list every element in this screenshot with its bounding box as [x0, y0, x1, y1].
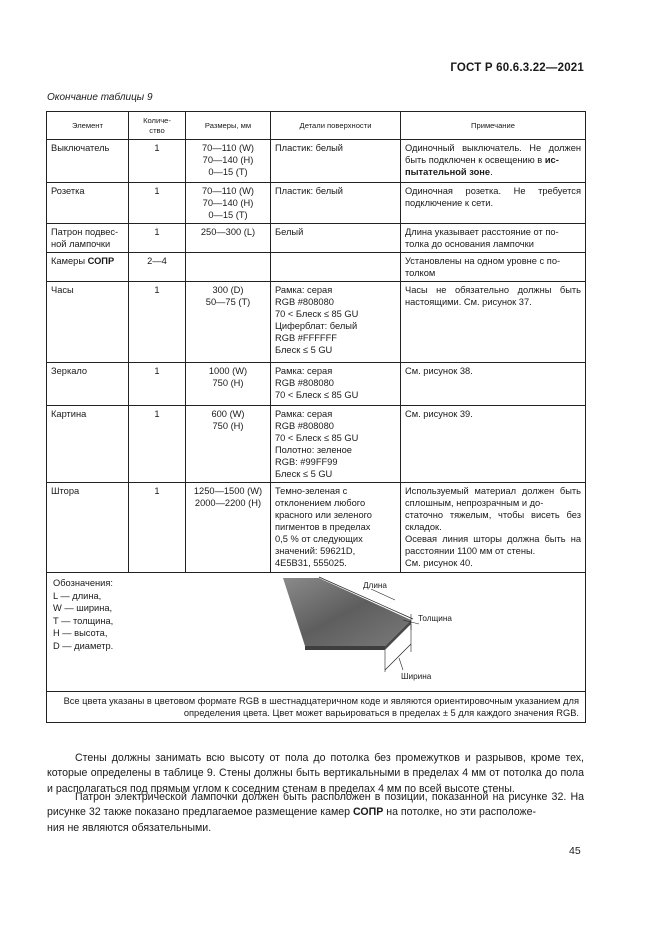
- dim-line: 300 (D): [212, 285, 244, 295]
- table-caption: Окончание таблицы 9: [47, 92, 153, 103]
- note-text: См. рисунок 39.: [405, 409, 473, 419]
- qty-value: 1: [154, 486, 160, 496]
- qty-value: 1: [154, 409, 160, 419]
- surface-line: RGB: #99FF99: [275, 457, 338, 467]
- qty-value: 2—4: [147, 256, 167, 266]
- cell-qty: [129, 140, 186, 183]
- cell-qty: [129, 406, 186, 483]
- legend-line: W — ширина,: [53, 603, 113, 614]
- cell-surface: [271, 224, 401, 253]
- cell-note: [401, 183, 586, 224]
- legend-text: [53, 577, 113, 653]
- surface-line: 0,5 % от следующих: [275, 534, 363, 544]
- note-text: Установлены на одном уровне с по- толком: [405, 256, 561, 278]
- dimension-diagram: [275, 574, 452, 686]
- cell-qty: [129, 282, 186, 363]
- dim-line: 0—15 (T): [208, 210, 248, 220]
- table-row: [47, 282, 586, 363]
- cell-element: [47, 253, 129, 282]
- standard-code: ГОСТ Р 60.6.3.22—2021: [450, 62, 584, 74]
- legend-line: H — высота,: [53, 628, 108, 639]
- element-name: Штора: [51, 486, 80, 496]
- qty-value: 1: [154, 143, 160, 153]
- cell-surface: [271, 363, 401, 406]
- surface-line: RGB #808080: [275, 297, 334, 307]
- qty-value: 1: [154, 366, 160, 376]
- qty-value: 1: [154, 285, 160, 295]
- cell-surface: [271, 183, 401, 224]
- surface-line: значений: 59621D,: [275, 546, 356, 556]
- table-row: [47, 183, 586, 224]
- surface-line: RGB #FFFFFF: [275, 333, 337, 343]
- qty-value: 1: [154, 227, 160, 237]
- surface-line: Рамка: серая: [275, 366, 333, 376]
- cell-note: [401, 140, 586, 183]
- dim-line: 750 (H): [212, 421, 244, 431]
- element-name: Выключатель: [51, 143, 110, 153]
- dim-line: 70—140 (H): [202, 198, 254, 208]
- length-leader: [371, 589, 395, 600]
- table-9: [46, 111, 586, 723]
- table-row: [47, 363, 586, 406]
- col-header-note: Примечание: [401, 112, 586, 140]
- dim-line: 70—110 (W): [201, 143, 254, 153]
- surface-line: Рамка: серая: [275, 409, 333, 419]
- paragraph-lamp-bold: СОПР: [352, 806, 384, 819]
- cell-qty: [129, 483, 186, 573]
- cell-element: [47, 406, 129, 483]
- label-thickness: Толщина: [418, 614, 452, 623]
- cell-qty: [129, 224, 186, 253]
- dim-line: 0—15 (T): [208, 167, 248, 177]
- note-text: Часы не обязательно должны быть настоящими. См. рисунок 37.: [405, 285, 581, 307]
- note-tail: .: [490, 167, 493, 177]
- cell-qty: [129, 363, 186, 406]
- cell-dims: [186, 224, 271, 253]
- qty-value: 1: [154, 186, 160, 196]
- cell-element: [47, 282, 129, 363]
- surface-line: RGB #808080: [275, 378, 334, 388]
- cell-qty: [129, 183, 186, 224]
- paragraph-walls: Стены должны занимать всю высоту от пола до потолка без промежутков и разрывов, кроме тех, которые определены в таблице 9. Стены должны быть вертикальными в пределах 4 мм от потолка до пола и располагаться под прямым углом к соседним стенам в пределах 4 мм по всей высоте стены.: [47, 752, 584, 795]
- table-row: [47, 406, 586, 483]
- legend-line: L — длина,: [53, 590, 102, 601]
- dim-line: 750 (H): [212, 378, 244, 388]
- element-name: Камеры: [51, 256, 88, 266]
- surface-line: RGB #808080: [275, 421, 334, 431]
- cell-qty: [129, 253, 186, 282]
- legend-cell: [47, 573, 586, 692]
- col-header-qty: Количе- ство: [129, 112, 186, 140]
- dim-line: 1250—1500 (W): [193, 486, 263, 496]
- cell-element: [47, 140, 129, 183]
- paragraph-lamp-text: Патрон электрической лампочки должен быть расположен в позиции, показанной на рисунке 32. На рисунке 32 также показано предлагаемое размещение камер: [47, 791, 584, 819]
- table-body: [47, 140, 586, 573]
- paragraph-lamp: [47, 790, 584, 836]
- note-text: Длина указывает расстояние от по- толка до основания лампочки: [405, 227, 559, 249]
- surface-line: 70 < Блеск ≤ 85 GU: [275, 390, 359, 400]
- cell-note: [401, 406, 586, 483]
- surface-line: Темно-зеленая с: [275, 486, 348, 496]
- surface-line: Белый: [275, 227, 304, 237]
- cell-element: [47, 183, 129, 224]
- cell-dims: [186, 140, 271, 183]
- note-text: Одиночный выключатель. Не должен быть подключен к освещению в: [405, 143, 581, 165]
- label-length: Длина: [363, 581, 387, 590]
- dim-line: 250—300 (L): [200, 227, 256, 237]
- dim-line: 50—75 (T): [205, 297, 251, 307]
- note-text: Одиночная розетка. Не требуется подключение к сети.: [405, 186, 581, 208]
- legend-line: Обозначения:: [53, 578, 113, 588]
- board-front-edge: [305, 646, 385, 650]
- surface-line: 4E5B31, 555025.: [275, 558, 347, 568]
- surface-line: красного или зеленого: [275, 510, 372, 520]
- cell-surface: [271, 406, 401, 483]
- table-header-row: [47, 112, 586, 140]
- cell-surface: [271, 140, 401, 183]
- note-text: Используемый материал должен быть сплошным, непрозрачным и до- статочно тяжелым, чтобы висеть без складок. Осевая линия шторы должна быть на расстоянии 1100 мм от стены. См. рисунок 40.: [405, 486, 581, 568]
- cell-dims: [186, 183, 271, 224]
- surface-line: пигментов в пределах: [275, 522, 371, 532]
- board-top-face: [283, 578, 411, 646]
- cell-note: [401, 363, 586, 406]
- width-leader: [399, 658, 403, 670]
- element-name-bold: СОПР: [87, 256, 115, 266]
- surface-line: Циферблат: белый: [275, 321, 358, 331]
- footnote-row: [47, 692, 586, 723]
- surface-line: Полотно: зеленое: [275, 445, 352, 455]
- table-row: [47, 224, 586, 253]
- cell-note: [401, 483, 586, 573]
- cell-surface: [271, 483, 401, 573]
- cell-element: [47, 483, 129, 573]
- page-number: 45: [569, 845, 581, 857]
- surface-line: Блеск ≤ 5 GU: [275, 469, 333, 479]
- col-header-element: Элемент: [47, 112, 129, 140]
- surface-line: 70 < Блеск ≤ 85 GU: [275, 309, 359, 319]
- legend-line: T — толщина,: [53, 615, 114, 626]
- dim-line: 600 (W): [211, 409, 245, 419]
- cell-dims: [186, 483, 271, 573]
- surface-line: Блеск ≤ 5 GU: [275, 345, 333, 355]
- surface-line: Рамка: серая: [275, 285, 333, 295]
- dim-line: 2000—2200 (H): [194, 498, 262, 508]
- footnote-cell: Все цвета указаны в цветовом формате RGB в шестнадцатеричном коде и являются ориентировочным указанием для определения цвета. Цвет может варьироваться в пределах ± 5 для каждого значения RGB.: [47, 692, 586, 723]
- col-header-dims: Размеры, мм: [186, 112, 271, 140]
- cell-dims: [186, 406, 271, 483]
- dim-line: 70—140 (H): [202, 155, 254, 165]
- element-name: Картина: [51, 409, 87, 419]
- note-bold: ис- пытательной зоне: [405, 155, 559, 177]
- element-name: Зеркало: [51, 366, 88, 376]
- element-name: Розетка: [51, 186, 85, 196]
- col-header-surface: Детали поверхности: [271, 112, 401, 140]
- cell-element: [47, 224, 129, 253]
- surface-line: 70 < Блеск ≤ 85 GU: [275, 433, 359, 443]
- cell-surface: [271, 282, 401, 363]
- label-width: Ширина: [401, 672, 432, 681]
- table-row: [47, 483, 586, 573]
- surface-line: Пластик: белый: [275, 186, 343, 196]
- element-name: Патрон подвес- ной лампочки: [51, 227, 119, 249]
- surface-line: Пластик: белый: [275, 143, 343, 153]
- cell-note: [401, 224, 586, 253]
- width-line: [385, 644, 411, 670]
- cell-dims: [186, 253, 271, 282]
- cell-dims: [186, 282, 271, 363]
- note-text: См. рисунок 38.: [405, 366, 473, 376]
- surface-line: отклонением любого: [275, 498, 366, 508]
- legend-line: D — диаметр.: [53, 640, 114, 651]
- dim-line: 1000 (W): [208, 366, 248, 376]
- cell-element: [47, 363, 129, 406]
- cell-note: [401, 253, 586, 282]
- cell-surface: [271, 253, 401, 282]
- element-name: Часы: [51, 285, 74, 295]
- cell-dims: [186, 363, 271, 406]
- dim-line: 70—110 (W): [201, 186, 254, 196]
- cell-note: [401, 282, 586, 363]
- legend-row: [47, 573, 586, 692]
- paragraph-lamp-tail: на потолке, но эти расположе- ния не являются обязательными.: [47, 806, 537, 834]
- table-row: [47, 253, 586, 282]
- table-row: [47, 140, 586, 183]
